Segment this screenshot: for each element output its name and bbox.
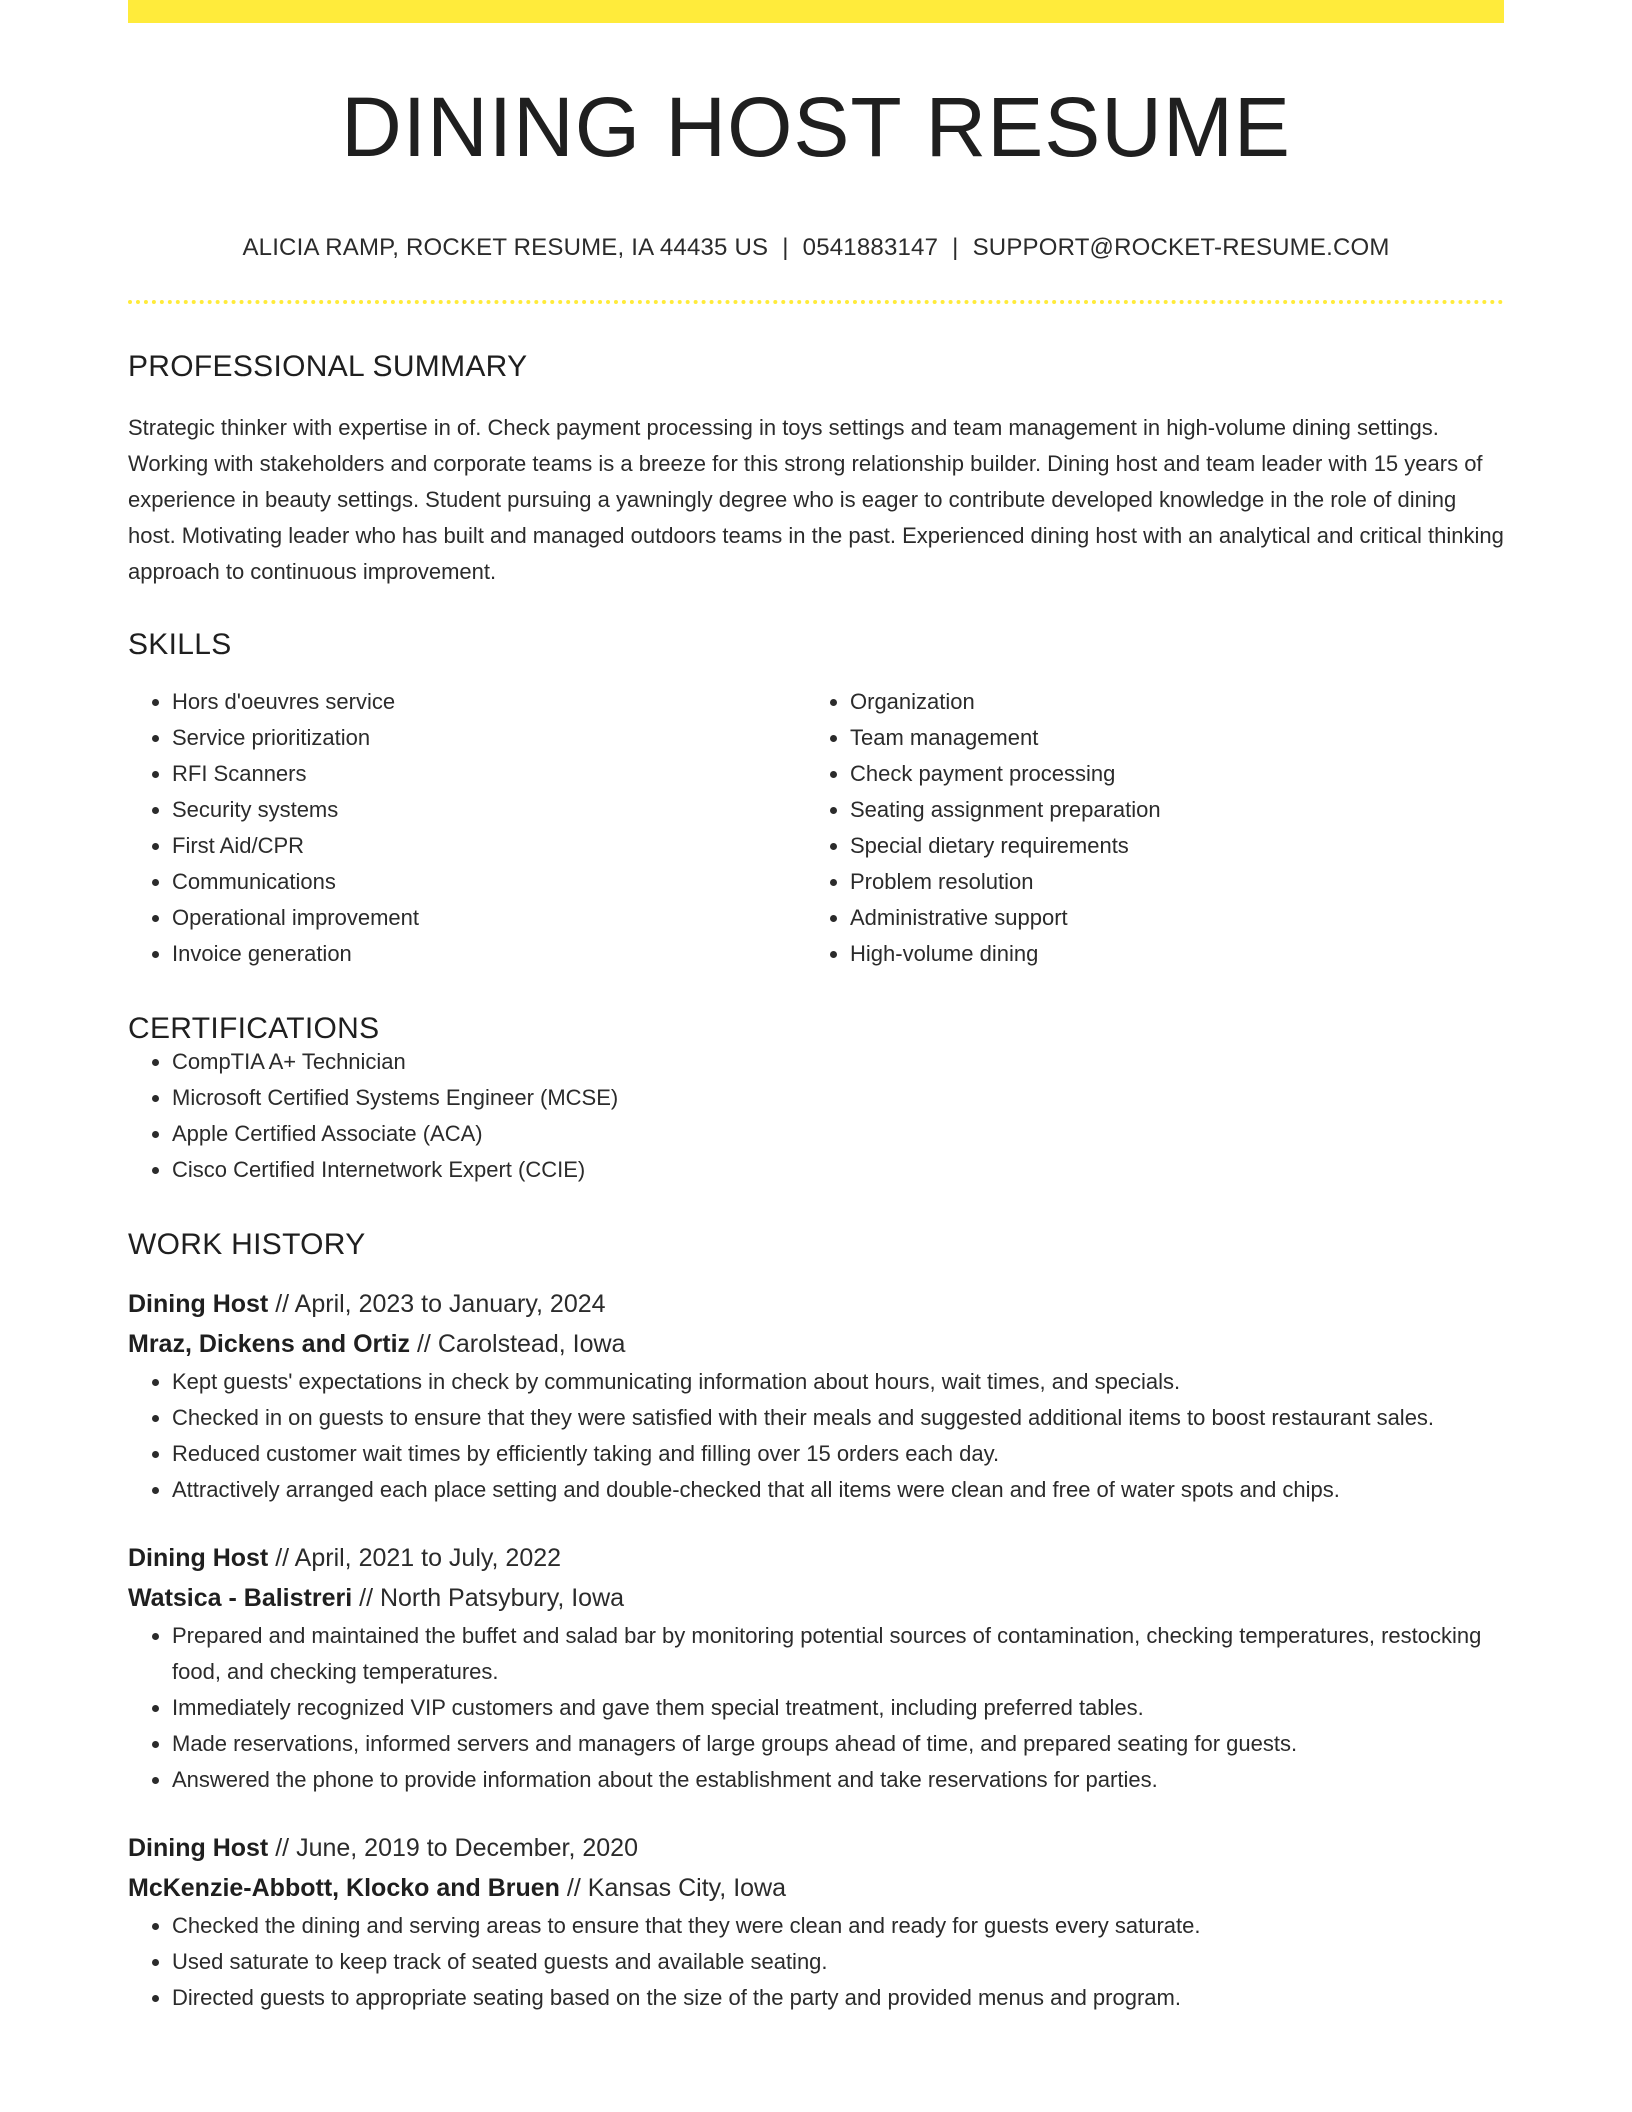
contact-email: SUPPORT@ROCKET-RESUME.COM <box>972 234 1390 261</box>
job-entry <box>128 1538 1504 1798</box>
job-header <box>128 1828 1504 1908</box>
job-location: Kansas City, Iowa <box>587 1874 786 1902</box>
job-bullets <box>128 1618 1504 1798</box>
skills-left-column <box>128 684 806 972</box>
job-role: Dining Host <box>128 1290 269 1318</box>
dotted-divider <box>128 300 1504 304</box>
summary-heading: PROFESSIONAL SUMMARY <box>128 350 528 383</box>
job-dates: April, 2023 to January, 2024 <box>294 1290 606 1318</box>
skill-item: • First Aid/CPR <box>172 828 806 864</box>
job-bullet: • Checked in on guests to ensure that they were satisfied with their meals and suggested additional items to boost restaurant sales. <box>172 1400 1504 1436</box>
certification-item: • Cisco Certified Internetwork Expert (CCIE) <box>172 1152 1504 1188</box>
skill-item: • Problem resolution <box>850 864 1484 900</box>
summary-text: Strategic thinker with expertise in of. Check payment processing in toys settings and team management in high-volume dining settings. Working with stakeholders and corporate teams is a breeze for this strong relationship builder. Dining host and team leader with 15 years of experience in beauty settings. Student pursuing a yawningly degree who is eager to contribute developed knowledge in the role of dining host. Motivating leader who has built and managed outdoors teams in the past. Experienced dining host with an analytical and critical thinking approach to continuous improvement. <box>128 415 1504 584</box>
job-bullet: • Attractively arranged each place setting and double-checked that all items were clean and free of water spots and chips. <box>172 1472 1504 1508</box>
job-separator: // <box>268 1290 295 1318</box>
job-company: Watsica - Balistreri <box>128 1584 353 1612</box>
contact-address: ALICIA RAMP, ROCKET RESUME, IA 44435 US <box>242 234 769 261</box>
contact-phone: 0541883147 <box>802 234 939 261</box>
job-bullet: • Immediately recognized VIP customers and gave them special treatment, including preferred tables. <box>172 1690 1504 1726</box>
skills-right-column <box>806 684 1484 972</box>
skill-item: • Security systems <box>172 792 806 828</box>
job-bullet: • Prepared and maintained the buffet and salad bar by monitoring potential sources of contamination, checking temperatures, restocking food, and checking temperatures. <box>172 1618 1504 1690</box>
job-bullets <box>128 1908 1504 2016</box>
job-bullet: • Checked the dining and serving areas to ensure that they were clean and ready for guests every saturate. <box>172 1908 1504 1944</box>
work-history-heading: WORK HISTORY <box>128 1228 366 1261</box>
skill-item: • Service prioritization <box>172 720 806 756</box>
job-location: Carolstead, Iowa <box>437 1330 626 1358</box>
skill-item: • Team management <box>850 720 1484 756</box>
certification-item: • Apple Certified Associate (ACA) <box>172 1116 1504 1152</box>
skill-item: • Communications <box>172 864 806 900</box>
job-entry <box>128 1284 1504 1508</box>
resume-page <box>128 0 1504 2016</box>
job-entry <box>128 1828 1504 2016</box>
job-bullet: • Made reservations, informed servers and managers of large groups ahead of time, and prepared seating for guests. <box>172 1726 1504 1762</box>
certifications-heading: CERTIFICATIONS <box>128 1012 380 1045</box>
job-bullet: • Kept guests' expectations in check by communicating information about hours, wait times, and specials. <box>172 1364 1504 1400</box>
job-bullet: • Reduced customer wait times by efficiently taking and filling over 15 orders each day. <box>172 1436 1504 1472</box>
skill-item: • Administrative support <box>850 900 1484 936</box>
job-company: McKenzie-Abbott, Klocko and Bruen <box>128 1874 560 1902</box>
job-dates: April, 2021 to July, 2022 <box>294 1544 562 1572</box>
job-separator: // <box>410 1330 438 1358</box>
skill-item: • Operational improvement <box>172 900 806 936</box>
skill-item: • Check payment processing <box>850 756 1484 792</box>
certification-item: • CompTIA A+ Technician <box>172 1044 1504 1080</box>
job-separator: // <box>352 1584 380 1612</box>
certifications-list <box>128 1044 1504 1188</box>
skill-item: • High-volume dining <box>850 936 1484 972</box>
skill-item: • Seating assignment preparation <box>850 792 1484 828</box>
skill-item: • Invoice generation <box>172 936 806 972</box>
job-location: North Patsybury, Iowa <box>379 1584 625 1612</box>
job-bullet: • Directed guests to appropriate seating based on the size of the party and provided menus and program. <box>172 1980 1504 2016</box>
accent-top-bar <box>128 0 1504 23</box>
job-dates: June, 2019 to December, 2020 <box>296 1834 638 1862</box>
job-role: Dining Host <box>128 1834 269 1862</box>
job-bullets <box>128 1364 1504 1508</box>
skills-heading: SKILLS <box>128 628 232 661</box>
job-separator: // <box>268 1834 297 1862</box>
job-bullet: • Answered the phone to provide information about the establishment and take reservations for parties. <box>172 1762 1504 1798</box>
job-bullet: • Used saturate to keep track of seated guests and available seating. <box>172 1944 1504 1980</box>
skill-item: • Hors d'oeuvres service <box>172 684 806 720</box>
skill-item: • Special dietary requirements <box>850 828 1484 864</box>
job-header <box>128 1284 1504 1364</box>
job-company: Mraz, Dickens and Ortiz <box>128 1330 411 1358</box>
job-separator: // <box>559 1874 588 1902</box>
skill-item: • Organization <box>850 684 1484 720</box>
contact-line <box>128 234 1504 262</box>
skill-item: • RFI Scanners <box>172 756 806 792</box>
certification-item: • Microsoft Certified Systems Engineer (MCSE) <box>172 1080 1504 1116</box>
skills-columns <box>128 684 1504 972</box>
job-separator: // <box>268 1544 295 1572</box>
contact-separator: | <box>952 234 959 261</box>
job-header <box>128 1538 1504 1618</box>
contact-separator: | <box>782 234 789 261</box>
job-role: Dining Host <box>128 1544 269 1572</box>
document-title: DINING HOST RESUME <box>341 80 1291 174</box>
